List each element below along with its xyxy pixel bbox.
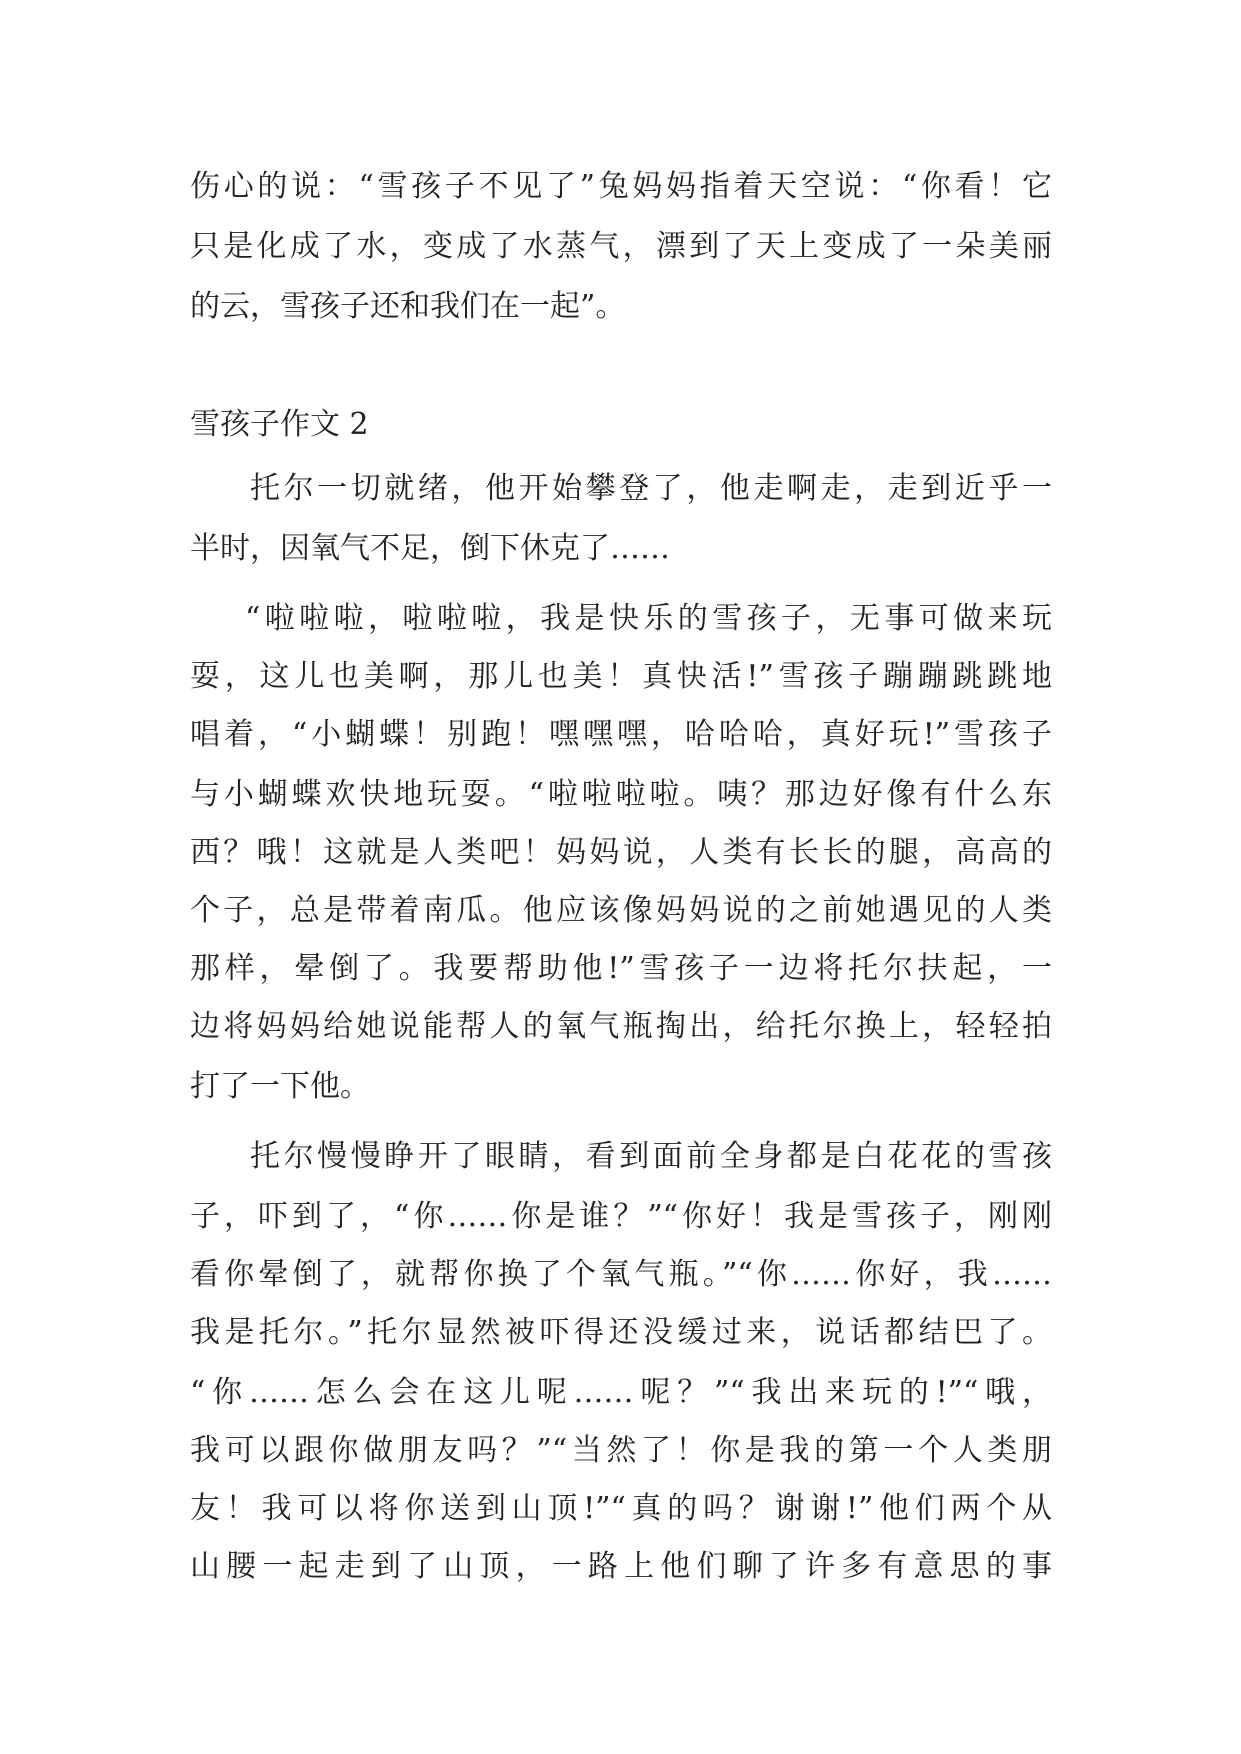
text-line: 耍，这儿也美啊，那儿也美！真快活!”雪孩子蹦蹦跳跳地 <box>190 659 1052 694</box>
text-line: 个子，总是带着南瓜。他应该像妈妈说的之前她遇见的人类 <box>190 893 1052 928</box>
text-line: 边将妈妈给她说能帮人的氧气瓶掏出，给托尔换上，轻轻拍 <box>190 1009 1052 1044</box>
text-line: 山腰一起走到了山顶，一路上他们聊了许多有意思的事 <box>190 1549 1052 1584</box>
text-line: 的云，雪孩子还和我们在一起”。 <box>190 289 626 324</box>
text-line: 伤心的说：“雪孩子不见了”兔妈妈指着天空说：“你看！它 <box>190 169 1052 204</box>
text-line: 我可以跟你做朋友吗？”“当然了！你是我的第一个人类朋 <box>190 1433 1052 1468</box>
text-line: 托尔慢慢睁开了眼睛，看到面前全身都是白花花的雪孩 <box>250 1139 1052 1174</box>
text-line: 托尔一切就绪，他开始攀登了，他走啊走，走到近乎一 <box>250 471 1052 506</box>
text-line: 半时，因氧气不足，倒下休克了…… <box>190 531 670 566</box>
text-line: 唱着，“小蝴蝶！别跑！嘿嘿嘿，哈哈哈，真好玩!”雪孩子 <box>190 717 1052 752</box>
text-line: 与小蝴蝶欢快地玩耍。“啦啦啦啦。咦？那边好像有什么东 <box>190 777 1052 812</box>
text-line: 打了一下他。 <box>190 1069 370 1104</box>
text-line: 看你晕倒了，就帮你换了个氧气瓶。”“你……你好，我…… <box>190 1257 1052 1292</box>
text-line: 那样，晕倒了。我要帮助他!”雪孩子一边将托尔扶起，一 <box>190 951 1052 986</box>
text-line: 我是托尔。”托尔显然被吓得还没缓过来，说话都结巴了。 <box>190 1315 1052 1350</box>
text-line: 子，吓到了，“你……你是谁？”“你好！我是雪孩子，刚刚 <box>190 1199 1052 1234</box>
section-heading: 雪孩子作文 2 <box>190 407 369 442</box>
text-line: 只是化成了水，变成了水蒸气，漂到了天上变成了一朵美丽 <box>190 229 1052 264</box>
text-line: “你……怎么会在这儿呢……呢？”“我出来玩的!”“哦， <box>190 1375 1052 1410</box>
text-line: “啦啦啦，啦啦啦，我是快乐的雪孩子，无事可做来玩 <box>245 601 1052 636</box>
text-line: 西？哦！这就是人类吧！妈妈说，人类有长长的腿，高高的 <box>190 835 1052 870</box>
text-line: 友！我可以将你送到山顶!”“真的吗？谢谢!”他们两个从 <box>190 1491 1052 1526</box>
